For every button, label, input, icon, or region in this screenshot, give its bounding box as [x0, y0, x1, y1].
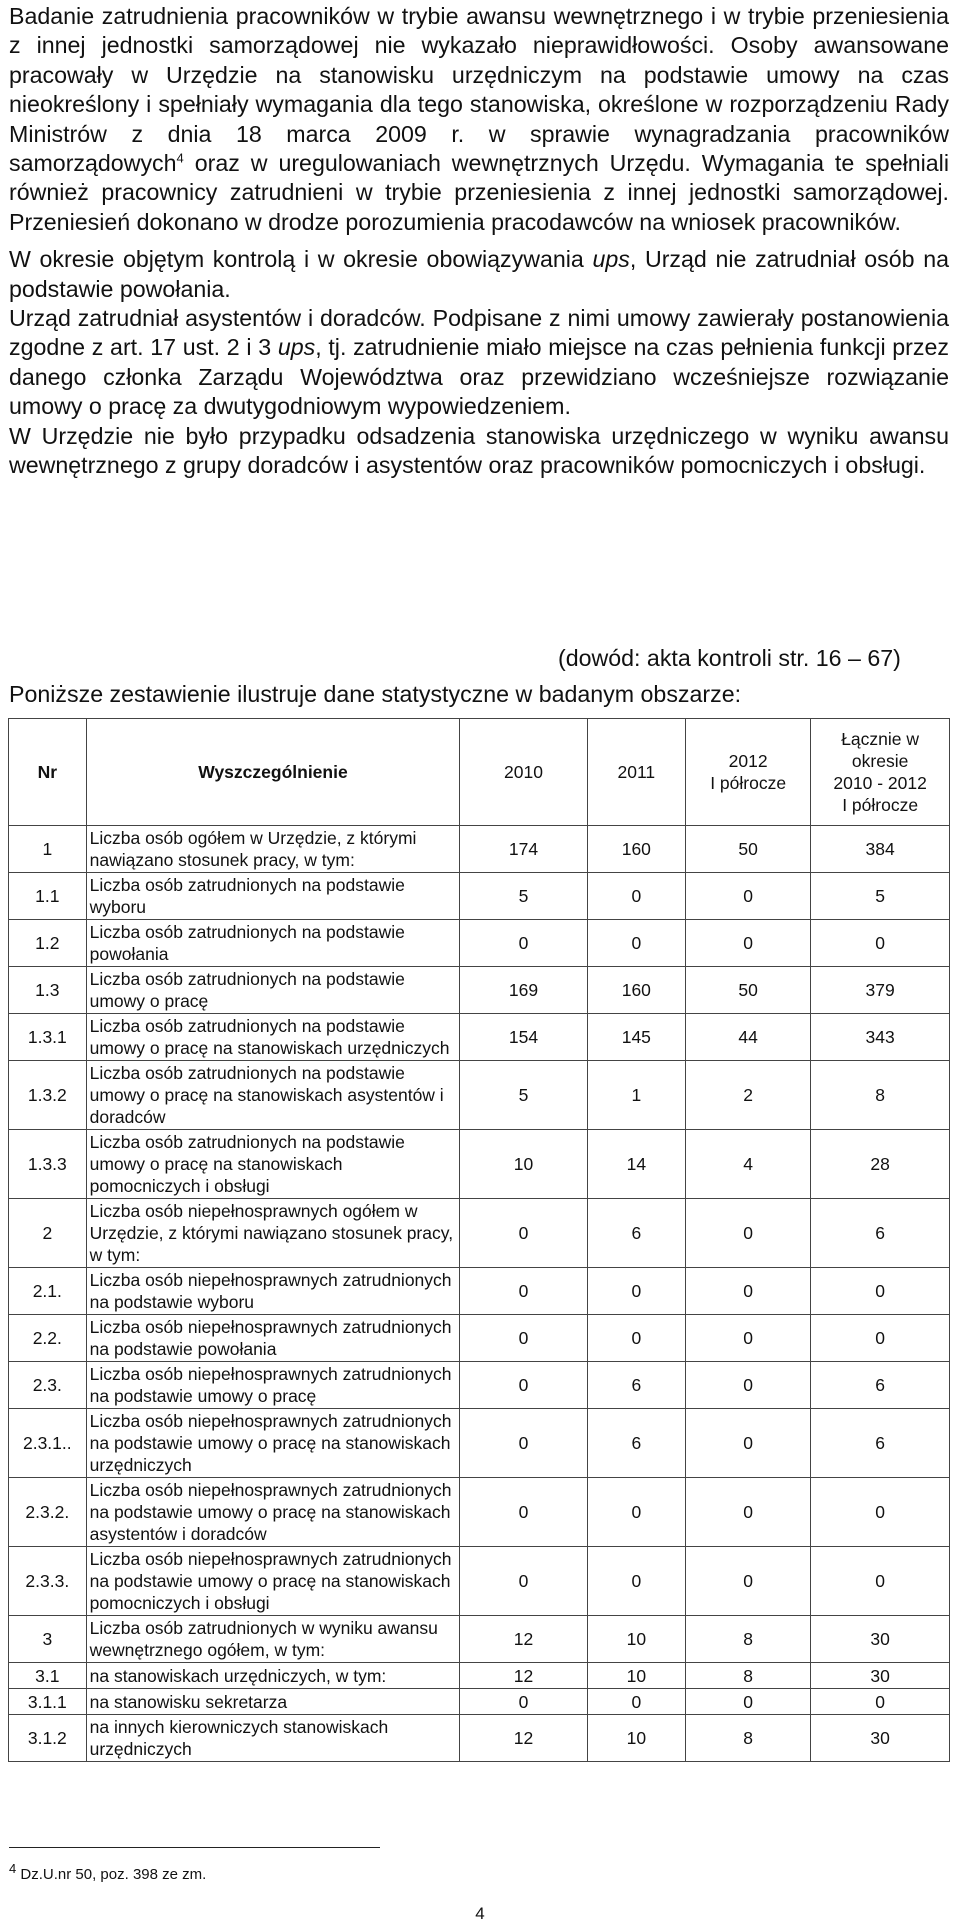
footnote-ref: 4 — [176, 150, 184, 166]
value-total: 30 — [811, 1715, 950, 1762]
row-nr: 2.3.2. — [9, 1478, 87, 1547]
row-description: Liczba osób zatrudnionych na podstawie wyboru — [86, 873, 460, 920]
row-nr: 1 — [9, 826, 87, 873]
row-description: Liczba osób ogółem w Urzędzie, z którymi nawiązano stosunek pracy, w tym: — [86, 826, 460, 873]
row-nr: 3.1.1 — [9, 1689, 87, 1715]
value-2011: 0 — [587, 873, 685, 920]
value-2010: 174 — [460, 826, 587, 873]
value-2010: 0 — [460, 920, 587, 967]
row-nr: 1.2 — [9, 920, 87, 967]
value-2010: 0 — [460, 1199, 587, 1268]
value-2010: 10 — [460, 1130, 587, 1199]
value-2012: 2 — [686, 1061, 811, 1130]
row-nr: 1.3.1 — [9, 1014, 87, 1061]
row-description: Liczba osób zatrudnionych na podstawie umowy o pracę — [86, 967, 460, 1014]
table-row — [9, 1014, 950, 1061]
row-description: Liczba osób zatrudnionych na podstawie umowy o pracę na stanowiskach pomocniczych i obsługi — [86, 1130, 460, 1199]
row-description: Liczba osób niepełnosprawnych zatrudnionych na podstawie umowy o pracę — [86, 1362, 460, 1409]
value-2011: 0 — [587, 920, 685, 967]
value-2012: 0 — [686, 1199, 811, 1268]
footnote-text: Dz.U.nr 50, poz. 398 ze zm. — [20, 1866, 207, 1883]
value-2011: 6 — [587, 1362, 685, 1409]
value-2012: 0 — [686, 1268, 811, 1315]
value-2012: 0 — [686, 873, 811, 920]
value-2011: 0 — [587, 1547, 685, 1616]
paragraph-no-cases — [9, 422, 949, 481]
value-2011: 6 — [587, 1199, 685, 1268]
value-2010: 12 — [460, 1715, 587, 1762]
header-description: Wyszczególnienie — [86, 719, 460, 826]
row-nr: 1.3.3 — [9, 1130, 87, 1199]
row-description: na stanowisku sekretarza — [86, 1689, 460, 1715]
ups-abbrev: ups — [592, 246, 630, 273]
value-2012: 0 — [686, 1478, 811, 1547]
paragraph-text: oraz w uregulowaniach wewnętrznych Urzędu. Wymagania te spełniali również pracownicy zatrudnieni w trybie przeniesienia z innej jednostki samorządowej. Przeniesień dokonano w drodze porozumienia pracodawców na wniosek pracowników. — [9, 150, 949, 235]
row-description: Liczba osób niepełnosprawnych zatrudnionych na podstawie wyboru — [86, 1268, 460, 1315]
footnote-mark: 4 — [9, 1861, 17, 1876]
value-2012: 8 — [686, 1663, 811, 1689]
header-2012: 2012 I półrocze — [686, 719, 811, 826]
table-row — [9, 1663, 950, 1689]
table-row — [9, 1689, 950, 1715]
value-2012: 50 — [686, 826, 811, 873]
value-2010: 0 — [460, 1478, 587, 1547]
value-2011: 10 — [587, 1715, 685, 1762]
value-2011: 0 — [587, 1478, 685, 1547]
evidence-reference: (dowód: akta kontroli str. 16 – 67) — [558, 645, 901, 671]
value-2010: 0 — [460, 1547, 587, 1616]
paragraph-advisors — [9, 304, 949, 422]
table-row — [9, 920, 950, 967]
table-row — [9, 1616, 950, 1663]
row-description: Liczba osób niepełnosprawnych zatrudnionych na podstawie umowy o pracę na stanowiskach urzędniczych — [86, 1409, 460, 1478]
value-2011: 10 — [587, 1616, 685, 1663]
value-2010: 5 — [460, 873, 587, 920]
body-text — [9, 2, 949, 481]
value-total: 6 — [811, 1199, 950, 1268]
value-2010: 0 — [460, 1689, 587, 1715]
ups-abbrev: ups — [277, 334, 316, 361]
table-intro: Poniższe zestawienie ilustruje dane statystyczne w badanym obszarze: — [9, 681, 742, 707]
value-total: 6 — [811, 1362, 950, 1409]
value-2011: 6 — [587, 1409, 685, 1478]
paragraph-text: , tj. zatrudnienie miało miejsce na czas pełnienia funkcji przez danego członka Zarządu Województwa oraz przewidziano wcześniejsze rozwiązanie umowy o pracę za dwutygodniowym wypowiedzeniem. — [9, 334, 949, 420]
row-nr: 2.3.3. — [9, 1547, 87, 1616]
row-nr: 1.3.2 — [9, 1061, 87, 1130]
paragraph-text: W okresie objętym kontrolą i w okresie obowiązywania — [9, 246, 584, 273]
header-2010: 2010 — [460, 719, 587, 826]
value-total: 0 — [811, 1478, 950, 1547]
paragraph-employment-review — [9, 2, 949, 237]
value-2011: 14 — [587, 1130, 685, 1199]
table-row — [9, 826, 950, 873]
row-nr: 3.1.2 — [9, 1715, 87, 1762]
table-row — [9, 873, 950, 920]
paragraph-text: Urząd zatrudniał asystentów i doradców. Podpisane z nimi umowy zawierały postanowienia zgodne z art. 17 ust. 2 i 3 — [9, 305, 949, 361]
value-total: 30 — [811, 1663, 950, 1689]
value-2010: 169 — [460, 967, 587, 1014]
value-2011: 1 — [587, 1061, 685, 1130]
header-2011: 2011 — [587, 719, 685, 826]
value-2010: 0 — [460, 1362, 587, 1409]
value-total: 30 — [811, 1616, 950, 1663]
row-description: Liczba osób niepełnosprawnych zatrudnionych na podstawie umowy o pracę na stanowiskach asystentów i doradców — [86, 1478, 460, 1547]
table-row — [9, 1315, 950, 1362]
value-total: 6 — [811, 1409, 950, 1478]
value-2010: 0 — [460, 1315, 587, 1362]
paragraph-text: , Urząd nie zatrudniał osób na podstawie powołania. — [9, 246, 949, 302]
value-2012: 0 — [686, 920, 811, 967]
table-row — [9, 1199, 950, 1268]
value-total: 384 — [811, 826, 950, 873]
value-total: 28 — [811, 1130, 950, 1199]
value-total: 0 — [811, 920, 950, 967]
value-2010: 12 — [460, 1663, 587, 1689]
value-2011: 145 — [587, 1014, 685, 1061]
value-2010: 0 — [460, 1268, 587, 1315]
row-description: na innych kierowniczych stanowiskach urzędniczych — [86, 1715, 460, 1762]
page-number: 4 — [475, 1904, 485, 1923]
row-nr: 3 — [9, 1616, 87, 1663]
value-total: 0 — [811, 1268, 950, 1315]
value-2010: 5 — [460, 1061, 587, 1130]
row-nr: 2.1. — [9, 1268, 87, 1315]
row-description: Liczba osób zatrudnionych w wyniku awansu wewnętrznego ogółem, w tym: — [86, 1616, 460, 1663]
table-row — [9, 1409, 950, 1478]
header-nr: Nr — [9, 719, 87, 826]
value-2012: 0 — [686, 1409, 811, 1478]
footnote-divider — [9, 1847, 380, 1848]
value-2010: 12 — [460, 1616, 587, 1663]
row-description: Liczba osób zatrudnionych na podstawie umowy o pracę na stanowiskach urzędniczych — [86, 1014, 460, 1061]
row-description: na stanowiskach urzędniczych, w tym: — [86, 1663, 460, 1689]
table-row — [9, 1478, 950, 1547]
paragraph-appointment — [9, 245, 949, 304]
table-body — [9, 826, 950, 1762]
value-total: 379 — [811, 967, 950, 1014]
row-nr: 1.3 — [9, 967, 87, 1014]
row-description: Liczba osób zatrudnionych na podstawie umowy o pracę na stanowiskach asystentów i doradców — [86, 1061, 460, 1130]
value-total: 5 — [811, 873, 950, 920]
row-nr: 2.3. — [9, 1362, 87, 1409]
value-total: 0 — [811, 1689, 950, 1715]
table-row — [9, 1130, 950, 1199]
paragraph-text: Badanie zatrudnienia pracowników w trybie awansu wewnętrznego i w trybie przeniesienia z innej jednostki samorządowej nie wykazało nieprawidłowości. Osoby awansowane pracowały w Urzędzie na stanowisku urzędniczym na podstawie umowy na czas nieokreślony i spełniały wymagania dla tego stanowiska, określone w rozporządzeniu Rady Ministrów z dnia 18 marca 2009 r. w sprawie wynagradzania pracowników samorządowych — [9, 3, 949, 177]
value-2011: 0 — [587, 1315, 685, 1362]
value-2011: 10 — [587, 1663, 685, 1689]
value-2011: 0 — [587, 1268, 685, 1315]
row-nr: 2.3.1.. — [9, 1409, 87, 1478]
header-total: Łącznie w okresie 2010 - 2012 I półrocze — [811, 719, 950, 826]
value-2012: 8 — [686, 1616, 811, 1663]
paragraph-text: W Urzędzie nie było przypadku odsadzenia stanowiska urzędniczego w wyniku awansu wewnętrznego z grupy doradców i asystentów oraz pracowników pomocniczych i obsługi. — [9, 422, 949, 479]
value-total: 0 — [811, 1315, 950, 1362]
value-2012: 0 — [686, 1689, 811, 1715]
statistics-table — [8, 718, 950, 1762]
row-nr: 3.1 — [9, 1663, 87, 1689]
row-nr: 1.1 — [9, 873, 87, 920]
value-2012: 0 — [686, 1547, 811, 1616]
row-description: Liczba osób niepełnosprawnych zatrudnionych na podstawie umowy o pracę na stanowiskach pomocniczych i obsługi — [86, 1547, 460, 1616]
value-total: 0 — [811, 1547, 950, 1616]
row-nr: 2.2. — [9, 1315, 87, 1362]
value-2011: 160 — [587, 967, 685, 1014]
table-header-row — [9, 719, 950, 826]
value-2010: 0 — [460, 1409, 587, 1478]
value-2012: 8 — [686, 1715, 811, 1762]
value-2012: 0 — [686, 1315, 811, 1362]
value-2012: 4 — [686, 1130, 811, 1199]
value-total: 8 — [811, 1061, 950, 1130]
value-2010: 154 — [460, 1014, 587, 1061]
table-row — [9, 967, 950, 1014]
value-2011: 160 — [587, 826, 685, 873]
value-2011: 0 — [587, 1689, 685, 1715]
value-2012: 50 — [686, 967, 811, 1014]
value-total: 343 — [811, 1014, 950, 1061]
table-row — [9, 1268, 950, 1315]
row-description: Liczba osób niepełnosprawnych zatrudnionych na podstawie powołania — [86, 1315, 460, 1362]
row-nr: 2 — [9, 1199, 87, 1268]
table-row — [9, 1362, 950, 1409]
value-2012: 0 — [686, 1362, 811, 1409]
row-description: Liczba osób niepełnosprawnych ogółem w Urzędzie, z którymi nawiązano stosunek pracy, w tym: — [86, 1199, 460, 1268]
table-row — [9, 1715, 950, 1762]
table-row — [9, 1547, 950, 1616]
value-2012: 44 — [686, 1014, 811, 1061]
row-description: Liczba osób zatrudnionych na podstawie powołania — [86, 920, 460, 967]
footnote — [9, 1861, 207, 1884]
table-row — [9, 1061, 950, 1130]
